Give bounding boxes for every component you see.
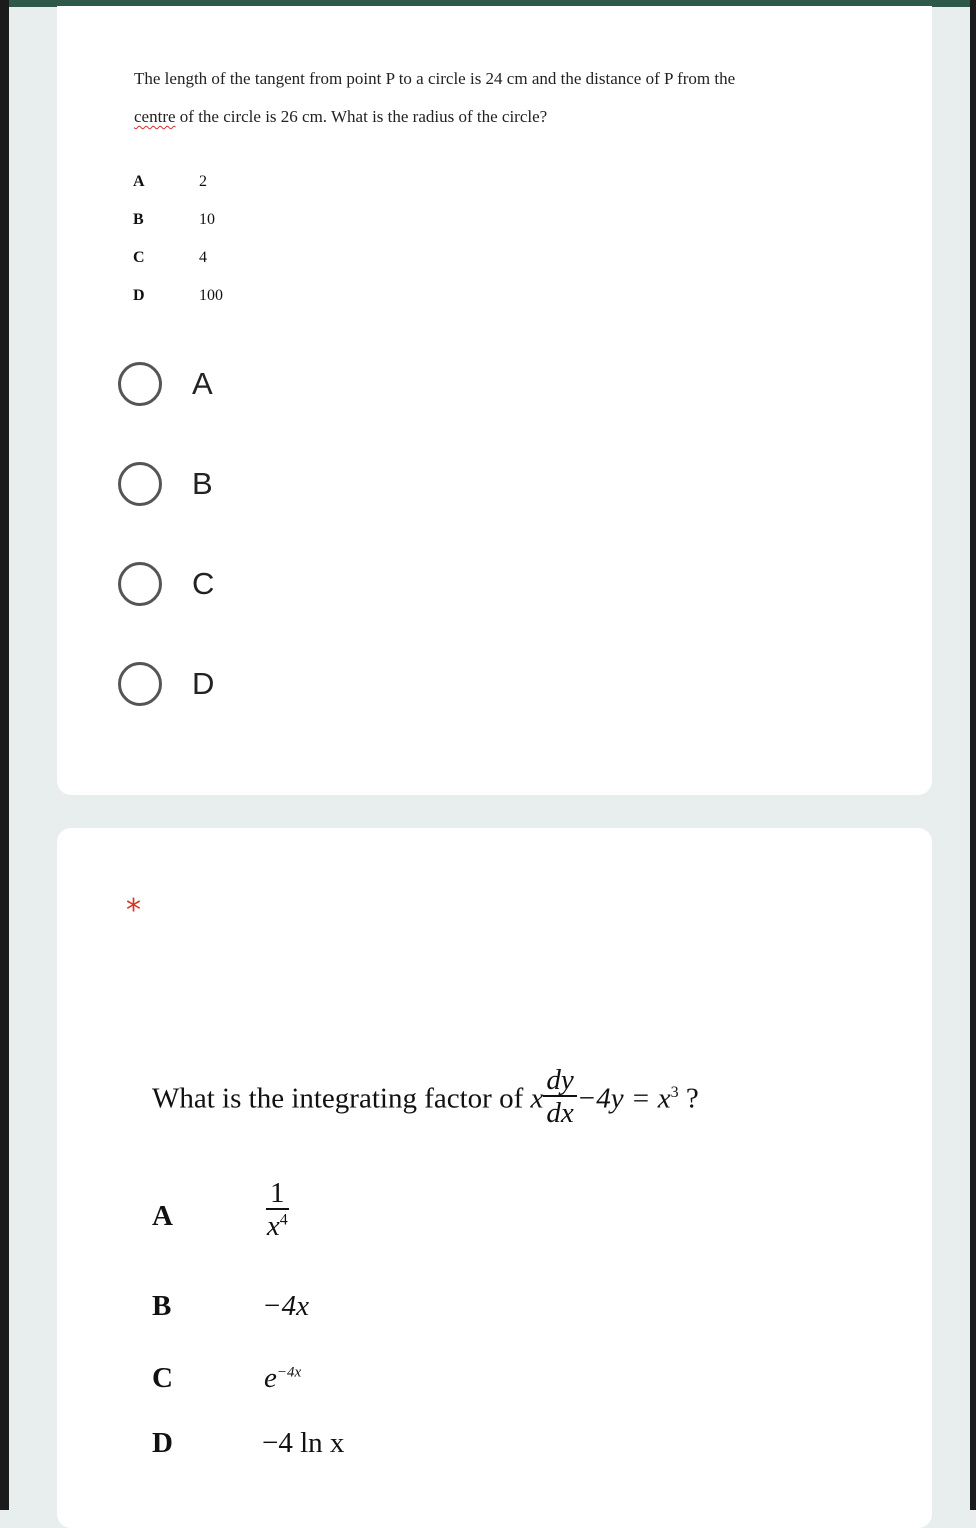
screen-edge-left [0,0,9,1510]
q2-option-value-d: −4 ln x [262,1427,345,1459]
radio-button[interactable] [118,662,162,706]
option-value-d: 100 [199,287,223,304]
radio-label: A [192,366,213,401]
option-letter-a: A [133,173,145,190]
q2-option-letter-b: B [152,1290,172,1322]
question-1-text-line-1: The length of the tangent from point P to a circle is 24 cm and the distance of P from the [134,69,736,88]
radio-button[interactable] [118,362,162,406]
radio-label: B [192,466,213,501]
required-asterisk: * [126,893,141,928]
option-value-c: 4 [199,249,207,266]
option-letter-b: B [133,211,144,228]
screen-edge-right [970,0,976,1510]
radio-label: C [192,566,215,601]
q2-option-value-c: $e^{-4x}$ [264,1362,302,1394]
option-letter-d: D [133,287,145,304]
option-value-a: 2 [199,173,207,190]
question-1-text-line-2: centre of the circle is 26 cm. What is the radius of the circle? [134,107,548,126]
q2-option-value-a: $\frac{1}{x^4}$ [266,1177,288,1243]
radio-button[interactable] [118,462,162,506]
q2-option-value-b: −4x [262,1290,309,1322]
option-value-b: 10 [199,211,215,228]
radio-label: D [192,666,215,701]
q2-option-letter-a: A [152,1200,173,1232]
radio-button[interactable] [118,562,162,606]
question-2-text: What is the integrating factor of x $\frac{dy}{dx}$ $-4y = x^3$ ? [152,1064,699,1130]
radio-option-c[interactable] [118,559,214,609]
eq-exponent: 3 [670,1083,679,1101]
q2-option-letter-d: D [152,1427,173,1459]
spellcheck-word: centre [134,107,176,126]
eq-x: x [530,1082,544,1115]
radio-option-b[interactable] [118,459,213,509]
radio-option-a[interactable] [118,359,213,409]
q2-option-letter-c: C [152,1362,173,1394]
radio-option-d[interactable] [118,659,214,709]
eq-rest: −4y = x [576,1082,671,1115]
derivative-fraction: $\frac{dy}{dx}$ [543,1065,576,1131]
question-card-2 [57,828,932,1528]
option-letter-c: C [133,249,145,266]
